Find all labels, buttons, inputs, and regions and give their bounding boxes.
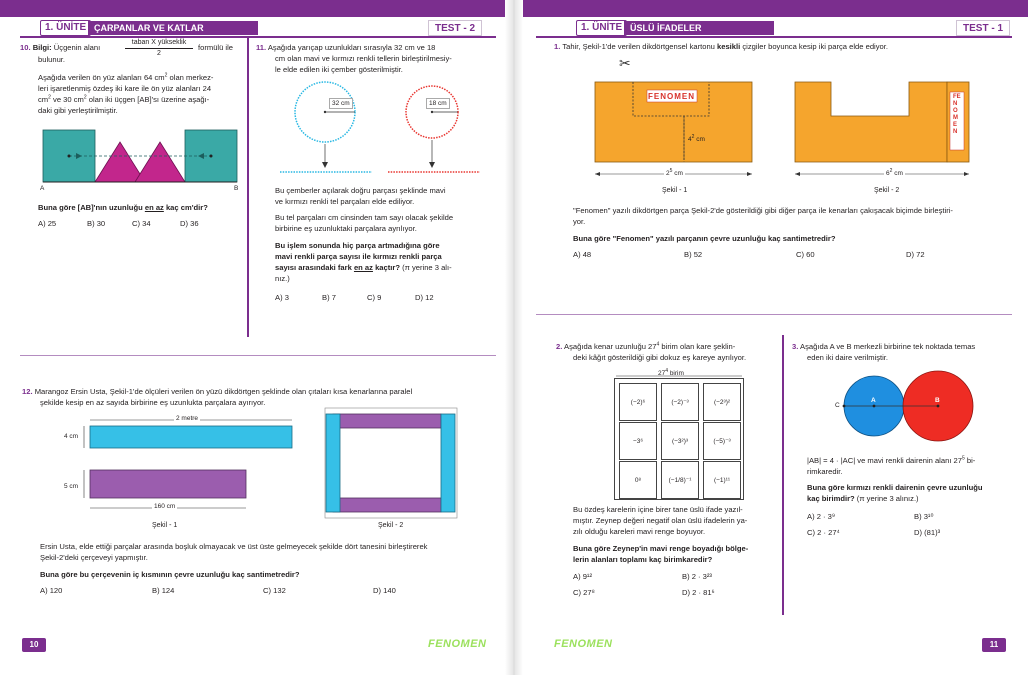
point-b-label: B — [234, 185, 239, 192]
brand-logo: FENOMEN — [554, 638, 613, 650]
q1-text-b: çizgiler boyunca kesip iki parça elde ediyor. — [740, 42, 888, 51]
formula-suffix: formülü ile — [198, 43, 234, 52]
brand-logo: FENOMEN — [428, 638, 487, 650]
q2-question-2: lerin alanları toplamı kaç birimkaredir? — [573, 555, 713, 564]
q2-text-1b: birim olan kare şeklin- — [659, 342, 736, 351]
q3-note: (π yerine 3 alınız.) — [854, 494, 919, 503]
top-bar — [0, 0, 514, 17]
q3-desc-1: |AB| = 4 · |AC| ve mavi renkli dairenin alanı 27 — [807, 456, 962, 465]
point-a-label: A — [871, 397, 876, 404]
q11-bold-1: Bu işlem sonunda hiç parça artmadığına göre — [275, 241, 440, 250]
q11-bold-3b: kaçtır? — [372, 263, 400, 272]
q10-text-4: daki gibi yerleştirilmiştir. — [38, 106, 118, 115]
grid-cell: −3⁶ — [619, 422, 657, 460]
question-number: 1. — [554, 42, 561, 51]
fenomen-vertical-label: FENOMEN — [953, 94, 961, 135]
q1-desc-2: yor. — [573, 217, 586, 226]
q3-text-1: Aşağıda A ve B merkezli birbirine tek noktada temas — [800, 342, 976, 351]
right-page: 1. ÜNİTE ÜSLÜ İFADELER TEST - 1 1. Tahir, Şekil-1'de verilen dikdörtgensel kartonu kesikli çizgiler boyunca kesip iki parça elde ediyor. ✂ FENOMEN FENOMEN $4^2$ cm $2^5$ cm $6^2$ cm Şekil - 1 Şekil - 2 "Fenomen" yazılı dikdörtgen parça Şekil-2'de gösterildiği gibi diğer parça ile kenarları çakışacak biçimde birleştiri- yor. Buna göre "Fenomen" yazılı parçanın çevre uzunluğu kaç santimetredir? A) 48 B) 52 C) 60 D) 72 2. Aşağıda kenar uzunluğu $27^4$ birim olan kare şeklin- deki kâğıt gösterildiği gibi dokuz eş kareye ayrılıyor. $27^4$ birim (−2)⁶ (−2)⁻³ (−2³)² −3⁶ (−3²)³ (−5)⁻³ 0⁸ (−1/8)⁻¹ (−1)¹¹ Bu özdeş karelerin içine birer tane üslü ifade yazıl- mıştır. Zeynep değeri negatif olan üslü ifadelerin ya- zılı olduğu kareleri mavi renge boyuyor. Buna göre Zeynep'in mavi renge boyadığı bölge- lerin alanları toplamı kaç birimkaredir? A) 9¹² B) 2 · 3²³ C) 27⁸ D) 2 · 81⁶ 3. Aşağıda A ve B merkezli birbirine tek noktada temas eden iki daire verilmiştir. C A B |AB| = 4 · |AC| ve mavi renkli dairenin alanı $27^5$ bi- rimkaredir. Buna göre kırmızı renkli dairenin çevre uzunluğu kaç birimdir? (π yerine 3 alınız.) A) 2 · 3⁹ B) 3¹⁰ C) 2 · 27⁴ D) (81)³ FENOMEN 11 — [514, 0, 1028, 675]
bilgi-line-2: bulunur. — [38, 55, 66, 64]
bilgi-text: Üçgenin alanı — [53, 43, 101, 52]
option-b[interactable]: B) 124 — [152, 586, 175, 595]
dim-6-2-unit: cm — [892, 170, 903, 177]
option-d[interactable]: D) 36 — [180, 219, 199, 228]
option-a[interactable]: A) 3 — [275, 293, 289, 302]
bilgi-label: Bilgi: — [32, 43, 52, 52]
grid-cell: 0⁸ — [619, 461, 657, 499]
dim-4-2: 4 — [688, 136, 692, 143]
q10-text-2: leri işaretlenmiş özdeş iki kare ile ön yüz alanları 24 — [38, 84, 212, 93]
left-page: 1. ÜNİTE ÇARPANLAR VE KATLAR TEST - 2 10. Bilgi: Üçgenin alanı taban X yükseklik 2 formülü ile bulunur. Aşağıda verilen ön yüz alanları 64 $cm^2$ olan merkez- leri işaretlenmiş özdeş iki kare ile ön yüz alanları 24 $cm^2$ ve 30 $cm^2$ olan iki üçgen [AB]'sı üzerine aşağı- daki gibi yerleştirilmiştir. A B Buna göre [AB]'nın uzunluğu en az kaç cm'dir? A) 25 B) 30 C) 34 D) 36 11. Aşağıda yarıçap uzunlukları sırasıyla 32 cm ve 18 cm olan mavi ve kırmızı renkli tellerin birleştirilmesiy- le elde edilen iki çember gösterilmiştir. 32 cm 18 cm Bu çemberler açılarak doğru parçası şeklinde mavi ve kırmızı renkli tel parçaları elde ediliyor. Bu tel parçaları cm cinsinden tam sayı olacak şekilde birbirine eş uzunluktaki parçalara ayrılıyor. Bu işlem sonunda hiç parça artmadığına göre mavi renkli parça sayısı ile kırmızı renkli parça sayısı arasındaki fark en az kaçtır? (π yerine 3 alı- nız.) A) 3 B) 7 C) 9 D) 12 12. Marangoz Ersin Usta, Şekil-1'de ölçüleri verilen ön yüzü dikdörtgen şeklinde olan çıtaları kısa kenarlarına paralel şekilde kesip en az sayıda birbirine eş uzunlukta parçalara ayırıyor. 2 metre 4 cm 5 cm 160 cm Şekil - 1 Şekil - 2 Ersin Usta, elde ettiği parçalar arasında boşluk olmayacak ve üst üste gelmeyecek şekilde dört tanesini birleştirerek Şekil-2'deki çerçeveyi yapmıştır. Buna göre bu çerçevenin iç kısmının çevre uzunluğu kaç santimetredir? A) 120 B) 124 C) 132 D) 140 10 FENOMEN — [0, 0, 514, 675]
option-b[interactable]: B) 7 — [322, 293, 336, 302]
grid-side: 27 — [658, 370, 666, 377]
formula-numerator: taban X yükseklik — [125, 38, 193, 49]
tangent-circles-figure — [834, 362, 984, 457]
header-rule — [20, 36, 496, 38]
q11-note-2: nız.) — [275, 274, 290, 283]
dim-4-2-unit: cm — [694, 136, 705, 143]
q10-text-3b: ve 30 cm — [50, 95, 84, 104]
test-label: TEST - 1 — [956, 20, 1010, 36]
q3-desc-1b: bi- — [964, 456, 976, 465]
grid-cell: (−3²)³ — [661, 422, 699, 460]
q3-question-1: Buna göre kırmızı renkli dairenin çevre uzunluğu — [807, 483, 983, 492]
q3-desc-2: rimkaredir. — [807, 467, 843, 476]
q12-desc-1: Ersin Usta, elde ettiği parçalar arasında boşluk olmayacak ve üst üste gelmeyecek şekilde dört tanesini birleştirerek — [40, 542, 428, 551]
q11-desc-1: Bu çemberler açılarak doğru parçası şeklinde mavi — [275, 186, 446, 195]
grid-side-unit: birim — [668, 370, 684, 377]
option-d[interactable]: D) 2 · 81⁶ — [682, 588, 715, 597]
section-rule — [536, 314, 1012, 315]
figure-2-caption: Şekil - 2 — [378, 522, 404, 529]
point-c-label: C — [835, 402, 840, 409]
q11-bold-3a: sayısı arasındaki fark — [275, 263, 354, 272]
q11-desc-2: ve kırmızı renkli tel parçaları elde ediliyor. — [275, 197, 415, 206]
question-number: 3. — [792, 342, 799, 351]
q2-desc-2: mıştır. Zeynep değeri negatif olan üslü ifadelerin ya- — [573, 516, 748, 525]
q2-text-1: Aşağıda kenar uzunluğu 27 — [564, 342, 657, 351]
dim-160-cm: 160 cm — [154, 503, 176, 510]
question-number: 11. — [256, 43, 267, 52]
option-c[interactable]: C) 9 — [367, 293, 382, 302]
option-c[interactable]: C) 60 — [796, 250, 815, 259]
point-a-label: A — [40, 185, 45, 192]
q10-text-1b: olan merkez- — [167, 73, 214, 82]
top-bar — [514, 0, 1028, 17]
dim-4-cm: 4 cm — [64, 433, 79, 440]
grid-cell: (−2)⁶ — [619, 383, 657, 421]
q2-question-1: Buna göre Zeynep'in mavi renge boyadığı bölge- — [573, 544, 749, 553]
page-number: 11 — [982, 638, 1006, 652]
q12-desc-2: Şekil-2'deki çerçeveyi yapmıştır. — [40, 553, 148, 562]
option-d[interactable]: D) 140 — [373, 586, 396, 595]
option-d[interactable]: D) 12 — [415, 293, 434, 302]
option-d[interactable]: D) 72 — [906, 250, 925, 259]
q11-text-3: le elde edilen iki çember gösterilmiştir. — [275, 65, 403, 74]
q11-bold-2: mavi renkli parça sayısı ile kırmızı renkli parça — [275, 252, 442, 261]
option-a[interactable]: A) 48 — [573, 250, 592, 259]
q1-desc-1: "Fenomen" yazılı dikdörtgen parça Şekil-2'de gösterildiği gibi diğer parça ile kenarları çakışacak biçimde birleştiri- — [573, 206, 953, 215]
q10-question-u: en az — [144, 203, 164, 212]
q11-note: (π yerine 3 alı- — [399, 263, 452, 272]
q2-desc-3: zılı olduğu kareleri mavi renge boyuyor. — [573, 527, 706, 536]
formula-denominator: 2 — [157, 50, 161, 57]
q2-text-2: deki kâğıt gösterildiği gibi dokuz eş kareye ayrılıyor. — [573, 353, 747, 362]
column-divider — [782, 335, 784, 615]
q11-desc-4: birbirine eş uzunluktaki parçalara ayrılıyor. — [275, 224, 417, 233]
option-c[interactable]: C) 132 — [263, 586, 286, 595]
dim-2-5-unit: cm — [672, 170, 683, 177]
option-c[interactable]: C) 27⁸ — [573, 588, 595, 597]
wood-strips-figure — [60, 410, 490, 520]
wire-circles-figure — [280, 78, 490, 178]
option-b[interactable]: B) 3¹⁰ — [914, 512, 934, 521]
dim-2-metre: 2 metre — [176, 415, 199, 422]
question-number: 10. — [20, 43, 31, 52]
section-rule — [20, 355, 496, 356]
option-d[interactable]: D) (81)³ — [914, 528, 941, 537]
q3-text-2: eden iki daire verilmiştir. — [807, 353, 889, 362]
option-b[interactable]: B) 30 — [87, 219, 106, 228]
blue-radius-label: 32 cm — [329, 98, 353, 109]
grid-cell: (−1)¹¹ — [703, 461, 741, 499]
q10-question-b: kaç cm'dir? — [163, 203, 208, 212]
grid-cell: (−2)⁻³ — [661, 383, 699, 421]
option-a[interactable]: A) 9¹² — [573, 572, 592, 581]
fenomen-label: FENOMEN — [648, 92, 695, 101]
q1-text-a: Tahir, Şekil-1'de verilen dikdörtgensel kartonu — [562, 42, 718, 51]
unit-title: ÇARPANLAR VE KATLAR — [88, 21, 258, 35]
q10-question-a: Buna göre [AB]'nın uzunluğu — [38, 203, 145, 212]
cardboard-figure — [569, 52, 1009, 182]
q12-text-2: şekilde kesip en az sayıda birbirine eş uzunlukta parçalara ayırıyor. — [40, 398, 266, 407]
unit-label: 1. ÜNİTE — [40, 20, 91, 36]
unit-title: ÜSLÜ İFADELER — [624, 21, 774, 35]
q10-text-3c: olan iki üçgen [AB]'sı üzerine aşağı- — [86, 95, 210, 104]
option-c[interactable]: C) 2 · 27⁴ — [807, 528, 840, 537]
page-number: 10 — [22, 638, 46, 652]
scissors-icon: ✂ — [619, 56, 631, 72]
figure-1-caption: Şekil - 1 — [662, 187, 688, 194]
dim-5-cm: 5 cm — [64, 483, 79, 490]
figure-2-caption: Şekil - 2 — [874, 187, 900, 194]
dim-2-5: 2 — [666, 170, 670, 177]
exponent-grid — [614, 378, 744, 500]
q10-text-3: cm — [38, 95, 49, 104]
grid-cell: (−1/8)⁻¹ — [661, 461, 699, 499]
squares-triangles-figure — [40, 128, 240, 188]
question-number: 12. — [22, 387, 33, 396]
point-b-label: B — [935, 397, 940, 404]
q11-text-2: cm olan mavi ve kırmızı renkli tellerin birleştirilmesiy- — [275, 54, 452, 63]
book-gutter — [505, 0, 523, 675]
red-radius-label: 18 cm — [426, 98, 450, 109]
q12-question: Buna göre bu çerçevenin iç kısmının çevre uzunluğu kaç santimetredir? — [40, 570, 300, 579]
header-rule — [536, 36, 1012, 38]
q1-question: Buna göre "Fenomen" yazılı parçanın çevre uzunluğu kaç santimetredir? — [573, 234, 836, 243]
option-a[interactable]: A) 25 — [38, 219, 57, 228]
question-number: 2. — [556, 342, 563, 351]
option-a[interactable]: A) 120 — [40, 586, 63, 595]
test-label: TEST - 2 — [428, 20, 482, 36]
option-b[interactable]: B) 2 · 3²³ — [682, 572, 712, 581]
grid-cell: (−5)⁻³ — [703, 422, 741, 460]
q3-question-2: kaç birimdir? — [807, 494, 855, 503]
option-a[interactable]: A) 2 · 3⁹ — [807, 512, 836, 521]
figure-1-caption: Şekil - 1 — [152, 522, 178, 529]
q2-desc-1: Bu özdeş karelerin içine birer tane üslü ifade yazıl- — [573, 505, 743, 514]
unit-label: 1. ÜNİTE — [576, 20, 627, 36]
q11-text-1: Aşağıda yarıçap uzunlukları sırasıyla 32 cm ve 18 — [267, 43, 436, 52]
q1-text-bold: kesikli — [717, 42, 741, 51]
q12-text-1: Marangoz Ersin Usta, Şekil-1'de ölçüleri verilen ön yüzü dikdörtgen şeklinde olan çıtaları kısa kenarlarına paralel — [34, 387, 413, 396]
option-b[interactable]: B) 52 — [684, 250, 703, 259]
grid-cell: (−2³)² — [703, 383, 741, 421]
q11-bold-3u: en az — [353, 263, 373, 272]
q10-text-1: Aşağıda verilen ön yüz alanları 64 cm — [38, 73, 165, 82]
dim-6-2: 6 — [886, 170, 890, 177]
q11-desc-3: Bu tel parçaları cm cinsinden tam sayı olacak şekilde — [275, 213, 454, 222]
option-c[interactable]: C) 34 — [132, 219, 151, 228]
